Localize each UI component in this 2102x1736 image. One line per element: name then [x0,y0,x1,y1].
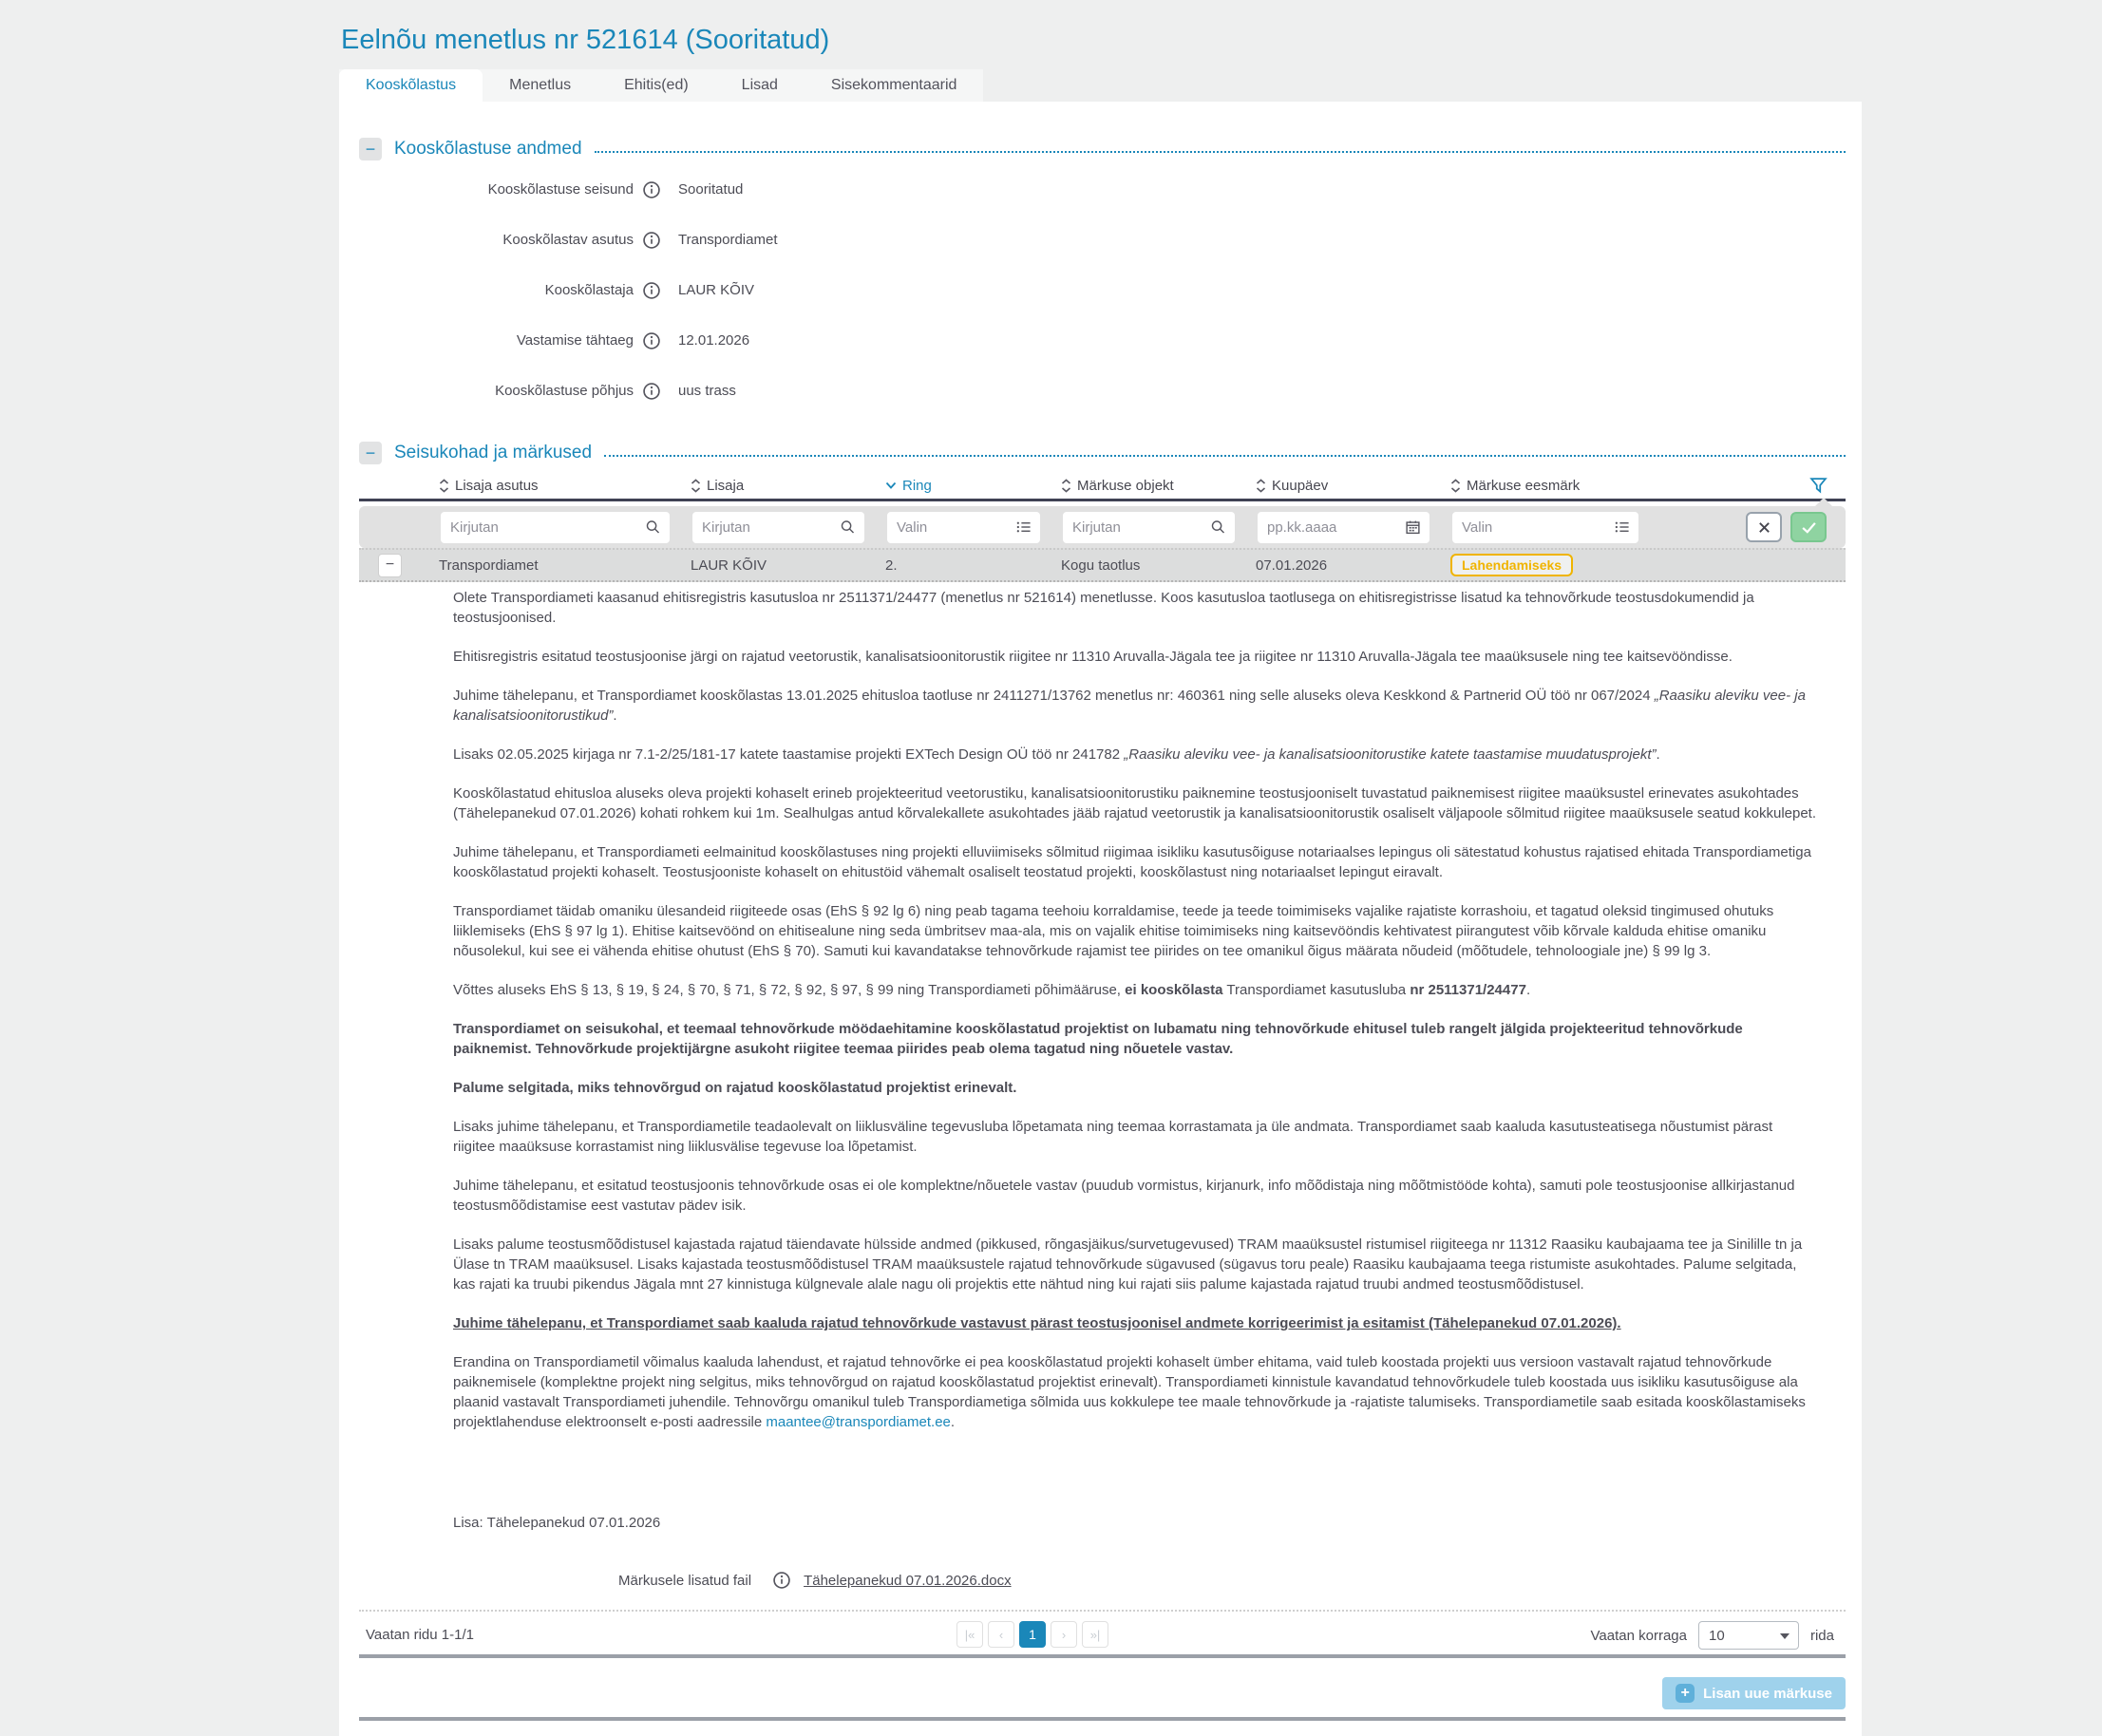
field-row [359,215,778,265]
filter-callout [1815,498,1832,506]
field-value: uus trass [678,383,736,399]
pager-next-button[interactable]: › [1051,1621,1077,1648]
remark-paragraph: Lisaks palume teostusmõõdistusel kajastada rajatud täiendavate hülsside andmed (pikkused, rõngasjäikus/survetugevused) TRAM maaüksustel ristumisel riigiteega nr 11312 Raasiku kaubajaama tee ja Sinilille tn ja Ülase tn TRAM maaüksusel. Lisaks kajastada teostusmõõdistusel TRAM maaüksustele rajatud tehnovõrkude sügavused (sügavus toru peale) Raasiku kaubajaama teega ristumiste asukohtades. Palume selgitada, kas rajati ka truubi pikendus Jägala mnt 27 kinnistuga külgnevale alale nagu oli projektis ette nähtud ning kui rajati siis palume kajastada rajatud truubi andmed teostusmõõdistusel. [453,1236,1803,1293]
sort-icon [691,479,701,493]
list-icon [1015,519,1032,536]
column-lisaja-asutus[interactable]: Lisaja asutus [433,472,685,499]
filter-eesmark-select[interactable] [1452,512,1638,543]
field-row [359,164,778,215]
cell-ring: 2. [885,557,898,574]
search-icon [1210,519,1226,536]
field-label: Kooskõlastaja [544,282,634,298]
filter-apply-button[interactable] [1790,512,1827,542]
field-row [359,366,778,416]
sort-desc-icon [885,481,897,490]
pagination-bar [359,1621,1846,1651]
row-collapse-button[interactable]: − [378,554,402,577]
section-remarks-header [359,441,1846,465]
filter-markuse-objekt-input[interactable] [1063,512,1235,543]
list-icon [1614,519,1630,536]
section-divider [595,151,1846,153]
tab-bar [339,69,983,102]
attachment-row [618,1571,1012,1590]
remark-paragraph: Juhime tähelepanu, et Transpordiameti eelmainitud kooskõlastuses ning projekti elluviimiseks sõlmitud riigimaa isikliku kasutusõiguse notariaalses lepingus oli sätestatud kohustus rajatised ehitada Transpordiametiga kooskõlastatud projekti kohaselt. Teostusjooniste kohaselt on ehitustöid vähemalt osaliselt teostatud projekti, kooskõlastust ning notariaalset lepingut eiravalt. [453,844,1811,880]
pager [956,1621,1108,1648]
pager-first-button[interactable]: |« [956,1621,983,1648]
column-kuupaev[interactable]: Kuupäev [1250,472,1445,499]
email-link[interactable]: maantee@transpordiamet.ee [766,1414,951,1430]
field-label: Vastamise tähtaeg [516,332,634,349]
tab-lisad[interactable]: Lisad [741,77,778,93]
remark-paragraph: Transpordiamet on seisukohal, et teemaal tehnovõrkude möödaehitamine kooskõlastatud projektist on lubamatu ning tehnovõrkude ehitusel tuleb rangelt jälgida projekteeritud tehnovõrkude paiknemist. Tehnovõrkude projektijärgne asukoht riigitee teemaa piirides peab olema tagatud ning nõuetele vastav. [453,1021,1743,1057]
section-remarks-title: Seisukohad ja märkused [394,443,593,462]
field-value: 12.01.2026 [678,332,750,349]
field-label: Kooskõlastuse põhjus [495,383,634,399]
collapse-icon[interactable]: − [359,138,382,160]
status-badge: Lahendamiseks [1450,554,1573,576]
tab-ehitised[interactable]: Ehitis(ed) [624,77,689,93]
filter-icon[interactable] [1808,476,1828,496]
calendar-icon [1405,519,1421,536]
sort-icon [1061,479,1071,493]
field-label: Kooskõlastuse seisund [487,181,634,198]
pager-last-button[interactable]: »| [1082,1621,1108,1648]
per-page-select[interactable]: 10 [1698,1621,1799,1650]
field-label: Kooskõlastav asutus [502,232,634,248]
column-ring[interactable]: Ring [880,472,1055,499]
info-icon[interactable] [642,231,661,250]
sort-icon [1450,479,1461,493]
add-remark-button[interactable]: + Lisan uue märkuse [1662,1677,1846,1709]
cell-lisaja: LAUR KÕIV [691,557,767,574]
remark-paragraph: Erandina on Transpordiametil võimalus kaaluda lahendust, et rajatud tehnovõrke ei pea kooskõlastatud projekti kohaselt ümber ehitama, vaid tuleb koostada projekti uus versioon vastavalt rajatud tehnovõrkude paiknemisele (komplektne projekt ning selgitus, miks tehnovõrgud on rajatud kooskõlastatud projektist erinevalt). Transpordiameti kinnistule kavandatud tehnovõrkudele tuleb koostada uus isikliku kasutusõiguse ala plaanid vastavalt Transpordiameti juhendile. Tehnovõrgu omanikul tuleb Transpordiametiga sõlmida uus kokkulepe tee maale tehnovõrkude ja -rajatiste talumiseks. Transpordiametile saab esitada kooskõlastamiseks projektlahenduse elektroonselt e-posti aadressile maantee@transpordiamet.ee. [453,1354,1806,1430]
filter-lisaja-asutus-input[interactable] [441,512,670,543]
remark-paragraph: Võttes aluseks EhS § 13, § 19, § 24, § 70, § 71, § 72, § 92, § 97, § 99 ning Transpordiameti põhimääruse, ei kooskõlasta Transpordiamet kasutusluba nr 2511371/24477. [453,982,1531,998]
remark-paragraph: Juhime tähelepanu, et Transpordiamet saab kaaluda rajatud tehnovõrkude vastavust pärast teostusjoonisel andmete korrigeerimist ja esitamist (Tähelepanekud 07.01.2026). [453,1315,1621,1331]
details-fields [359,164,778,416]
rows-info: Vaatan ridu 1-1/1 [366,1627,474,1643]
filter-kuupaev-input[interactable] [1258,512,1430,543]
field-row [359,265,778,315]
per-page [1591,1621,1834,1650]
info-icon[interactable] [772,1571,791,1590]
remark-paragraph: Lisaks 02.05.2025 kirjaga nr 7.1-2/25/181-17 katete taastamise projekti EXTech Design OÜ töö nr 241782 „Raasiku aleviku vee- ja kanalisatsioonitorustike katete taastamise muudatusprojekt”. [453,746,1660,763]
section-details-title: Kooskõlastuse andmed [394,139,582,159]
remark-paragraph: Palume selgitada, miks tehnovõrgud on rajatud kooskõlastatud projektist erinevalt. [453,1080,1017,1096]
table-row[interactable] [359,548,1846,582]
sort-icon [439,479,449,493]
cell-markuse-objekt: Kogu taotlus [1061,557,1141,574]
remark-paragraph: Lisaks juhime tähelepanu, et Transpordiametile teadaolevalt on liiklusväline tegevusluba lõpetamata ning teemaa korrastamata ja üle andmata. Transpordiamet saab kaaluda kasutusteatisega nõustumist pärast riigitee maaüksuse korrastamist ning liiklusvälise tegevuse loa lõpetamist. [453,1119,1773,1155]
collapse-icon[interactable]: − [359,442,382,464]
search-icon [645,519,661,536]
info-icon[interactable] [642,281,661,300]
filter-lisaja-input[interactable] [692,512,864,543]
divider-bar [359,1654,1846,1658]
attachment-file-link[interactable]: Tähelepanekud 07.01.2026.docx [804,1572,1012,1589]
column-lisaja[interactable]: Lisaja [685,472,880,499]
pager-page-1-button[interactable]: 1 [1019,1621,1046,1648]
remark-paragraph: Ehitisregistris esitatud teostusjoonise järgi on rajatud veetorustik, kanalisatsioonitorustik riigitee nr 11310 Aruvalla-Jägala tee ja riigitee nr 11310 Aruvalla-Jägala tee maaüksusele ning tee kaitsevööndisse. [453,649,1733,665]
chevron-down-icon [1780,1633,1790,1639]
remark-paragraph: Olete Transpordiameti kaasanud ehitisregistris kasutusloa nr 2511371/24477 (menetlus nr 521614) menetlusse. Koos kasutusloa taotlusega on ehitisregistrisse lisatud ka tehnovõrkude teostusdokumendid ja teostusjoonised. [453,590,1754,626]
footer-divider [359,1610,1846,1612]
per-page-label: Vaatan korraga [1590,1627,1687,1644]
tab-menetlus[interactable]: Menetlus [509,77,572,93]
table-header [359,472,1846,501]
remark-paragraph: Juhime tähelepanu, et esitatud teostusjoonis tehnovõrkude osas ei ole komplektne/nõuetele vastav (puudub vormistus, kirjanurk, info mõõdistaja ning mõõtmistööde kohta), samuti pole teostusjoonise allkirjastanud teostusmõõdistamise eest vastutav pädev isik. [453,1178,1795,1214]
search-icon [840,519,856,536]
per-page-suffix: rida [1809,1627,1834,1644]
column-markuse-eesmark[interactable]: Märkuse eesmärk [1445,472,1677,499]
field-value: LAUR KÕIV [678,282,755,298]
field-row [359,315,778,366]
cell-kuupaev: 07.01.2026 [1256,557,1328,574]
column-expand [359,472,433,499]
page-title: Eelnõu menetlus nr 521614 (Sooritatud) [341,25,830,55]
field-value: Sooritatud [678,181,744,198]
tab-kooskolastus[interactable]: Kooskõlastus [339,69,483,102]
remark-paragraph: Transpordiamet täidab omaniku ülesandeid riigiteede osas (EhS § 92 lg 6) ning peab tagama teehoiu korraldamise, teede ja teede toimimiseks vajalike rajatiste korrashoiu, et tagatud oleksid tingimused ohutuks liiklemiseks (EhS § 97 lg 1). Ehitise kaitsevöönd on ehitisealune ning seda ümbritsev maa-ala, mis on vajalik ehitise toimimiseks ning kaitsevööndis kehtivatest piirangutest võib kõrvale kalduda ehitise omaniku nõusolekul, kui see ei vähenda ehitise ohutust (EhS § 70). Samuti kui kavandatakse tehnovõrkude rajamist tee piirides on tee omanikul õigus määrata nõudeid (mõõtudele, tehnoloogiale jne) § 99 lg 3. [453,903,1774,959]
column-markuse-objekt[interactable]: Märkuse objekt [1055,472,1250,499]
tab-sisekommentaarid[interactable]: Sisekommentaarid [830,77,957,93]
section-details-header [359,137,1846,161]
info-icon[interactable] [642,331,661,350]
divider-bar [359,1717,1846,1721]
attachment-label: Märkusele lisatud fail [618,1572,752,1589]
filter-expand-cell [359,506,433,548]
attachment-note: Lisa: Tähelepanekud 07.01.2026 [453,1515,661,1531]
section-divider [604,455,1846,457]
remark-paragraph: Juhime tähelepanu, et Transpordiamet kooskõlastas 13.01.2025 ehitusloa taotluse nr 2411271/13762 menetlus nr: 460361 ning selle aluseks oleva Keskkond & Partnerid OÜ töö nr 067/2024 „Raasiku aleviku vee- ja kanalisatsioonitorustikud”. [453,688,1806,724]
remark-text [453,588,1818,1500]
field-value: Transpordiamet [678,232,778,248]
pager-prev-button[interactable]: ‹ [988,1621,1014,1648]
info-icon[interactable] [642,180,661,199]
content-card [339,102,1862,1736]
filter-row [359,506,1846,548]
info-icon[interactable] [642,382,661,401]
filter-clear-button[interactable] [1746,512,1782,542]
cell-lisaja-asutus: Transpordiamet [439,557,539,574]
remark-paragraph: Kooskõlastatud ehitusloa aluseks oleva projekti kohaselt erineb projekteeritud veetorustiku, kanalisatsioonitorustiku paiknemine teostusjooniselt tuvastatud paiknemisest riigitee maaüksustel erinevates asukohtades (Tähelepanekud 07.01.2026) kohati rohkem kui 1m. Sealhulgas antud kõrvalekallete asukohtades jääb rajatud veetorustik ja kanalisatsioonitorustik osaliselt väljapoole sõlmitud riigitee maaüksusele seatud kokkulepet. [453,785,1817,821]
plus-icon: + [1676,1684,1695,1703]
sort-icon [1256,479,1266,493]
